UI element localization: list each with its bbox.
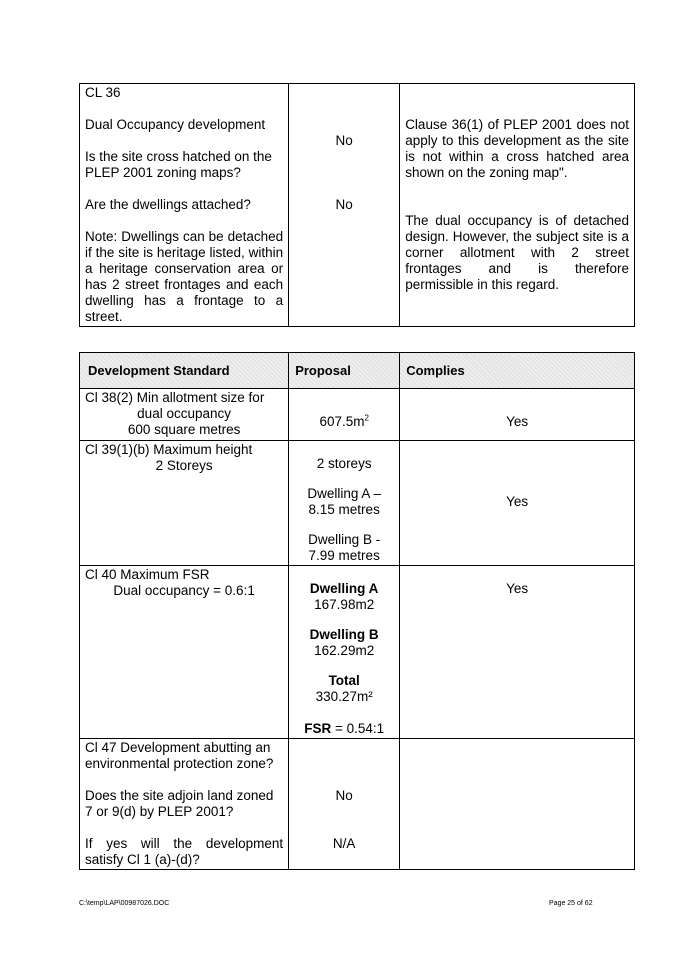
criteria-cell	[80, 84, 289, 327]
standard-text: Cl 47 Development abutting an environmental protection zone?	[85, 740, 274, 771]
criteria-text: Dual Occupancy development	[85, 117, 266, 132]
fsr-label: FSR	[304, 721, 332, 736]
clause-36-table	[79, 83, 635, 327]
proposal-label: Total	[328, 673, 360, 688]
column-header: Proposal	[289, 353, 400, 389]
complies-text: Yes	[506, 414, 529, 429]
standard-text: If yes will the development satisfy Cl 1 (a)-(d)?	[85, 836, 284, 867]
proposal-text: 8.15 metres	[308, 502, 380, 517]
fsr-line	[294, 721, 394, 737]
proposal-text: Dwelling B -	[308, 532, 381, 547]
standard-text: Cl 38(2) Min allotment size for	[85, 390, 265, 405]
proposal-text: 330.27m²	[315, 689, 373, 704]
proposal-text: 167.98m2	[314, 597, 375, 612]
superscript: 2	[364, 413, 369, 423]
standard-text: Does the site adjoin land zoned 7 or 9(d) by PLEP 2001?	[85, 788, 274, 819]
table-row	[80, 84, 635, 327]
complies-cell	[400, 441, 635, 566]
comment-text: Clause 36(1) of PLEP 2001 does not apply to this development as the site is not within a cross hatched area shown on the zoning map".	[405, 117, 629, 180]
answer-cell	[289, 84, 400, 327]
proposal-cell	[289, 739, 400, 870]
proposal-text: 7.99 metres	[308, 548, 380, 563]
table-header-row	[80, 353, 635, 389]
footer-file-path: C:\temp\LAP\00987026.DOC	[79, 900, 170, 907]
complies-cell	[400, 566, 635, 739]
standard-cell	[80, 739, 289, 870]
standard-text: Dual occupancy = 0.6:1	[113, 583, 255, 598]
proposal-text	[294, 414, 394, 430]
proposal-label: Dwelling B	[309, 627, 379, 642]
proposal-label: Dwelling A	[309, 581, 379, 596]
table-row	[80, 739, 635, 870]
proposal-text: No	[335, 788, 353, 803]
complies-text: Yes	[506, 494, 529, 509]
column-header: Complies	[400, 353, 635, 389]
criteria-question: Are the dwellings attached?	[85, 197, 251, 212]
answer-text: No	[335, 197, 353, 212]
criteria-note: Note: Dwellings can be detached if the site is heritage listed, within a heritage conservation area or has 2 street frontages and each dwelling has a frontage to a street.	[85, 229, 284, 324]
table-row	[80, 389, 635, 441]
development-standards-table	[79, 352, 635, 870]
table-row	[80, 441, 635, 566]
criteria-question: Is the site cross hatched on the PLEP 2001 zoning maps?	[85, 149, 272, 180]
answer-text: No	[335, 133, 353, 148]
fsr-value: = 0.54:1	[331, 721, 385, 736]
proposal-cell	[289, 566, 400, 739]
standard-text: 600 square metres	[127, 422, 241, 437]
clause-heading: CL 36	[85, 85, 121, 100]
complies-cell	[400, 739, 635, 870]
standard-text: Cl 40 Maximum FSR	[85, 567, 210, 582]
standard-text: dual occupancy	[137, 406, 231, 421]
complies-cell	[400, 389, 635, 441]
allotment-value: 607.5m	[319, 414, 365, 429]
column-header: Development Standard	[80, 353, 289, 389]
proposal-text: N/A	[332, 836, 356, 851]
standard-cell	[80, 441, 289, 566]
standard-cell	[80, 566, 289, 739]
proposal-text: 2 storeys	[316, 456, 372, 471]
complies-text: Yes	[506, 581, 529, 596]
comment-cell	[400, 84, 635, 327]
proposal-cell	[289, 441, 400, 566]
table-row	[80, 566, 635, 739]
proposal-cell	[289, 389, 400, 441]
standard-cell	[80, 389, 289, 441]
proposal-text: 162.29m2	[314, 643, 375, 658]
standard-text: 2 Storeys	[155, 458, 213, 473]
proposal-text: Dwelling A –	[307, 486, 381, 501]
standard-text: Cl 39(1)(b) Maximum height	[85, 442, 253, 457]
footer-page-number: Page 25 of 62	[549, 900, 593, 907]
comment-text: The dual occupancy is of detached design. However, the subject site is a corner allotment with 2 street frontages and is therefore permissible in this regard.	[405, 213, 629, 292]
